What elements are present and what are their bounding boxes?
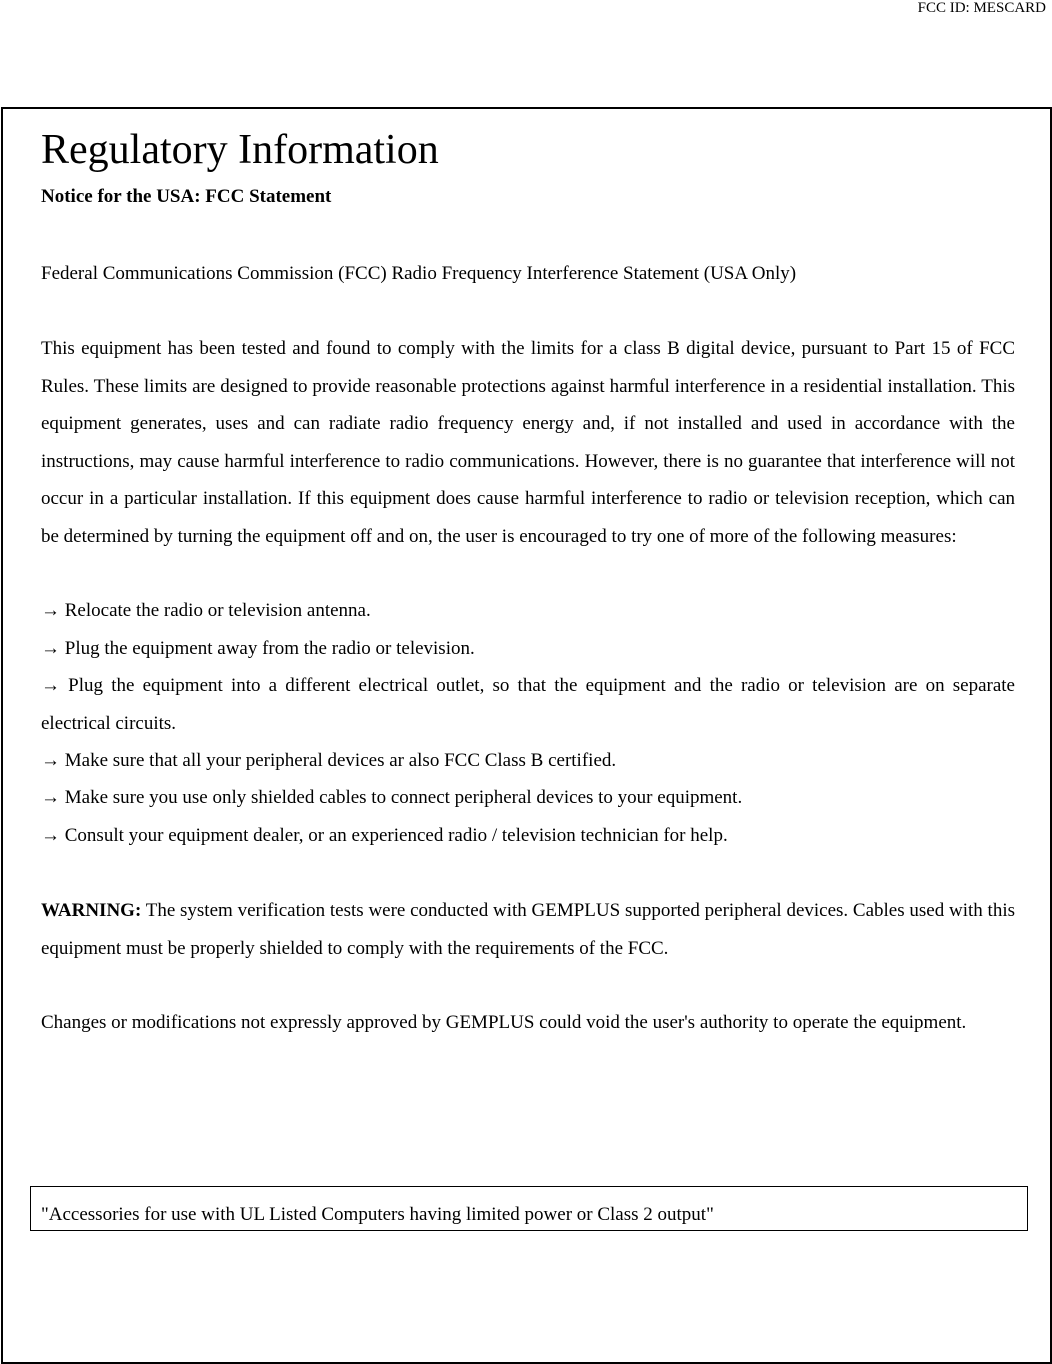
measure-item <box>41 667 1015 742</box>
arrow-icon: → <box>41 638 60 659</box>
measure-text: Relocate the radio or television antenna. <box>64 600 371 621</box>
measure-text: Make sure that all your peripheral devices ar also FCC Class B certified. <box>64 750 617 771</box>
section-subtitle: Notice for the USA: FCC Statement <box>41 186 332 207</box>
arrow-icon: → <box>41 825 60 846</box>
arrow-icon: → <box>41 787 60 808</box>
warning-paragraph <box>41 892 1015 967</box>
measure-text: Make sure you use only shielded cables to connect peripheral devices to your equipment. <box>64 787 743 808</box>
measure-text: Consult your equipment dealer, or an experienced radio / television technician for help. <box>64 825 728 846</box>
measure-item <box>41 592 1015 630</box>
warning-text: The system verification tests were conducted with GEMPLUS supported peripheral devices. Cables used with this equipment must be properly shielded to comply with the requirements of the FCC. <box>41 900 1015 959</box>
changes-paragraph: Changes or modifications not expressly approved by GEMPLUS could void the user's authority to operate the equipment. <box>41 1012 967 1033</box>
measure-text: Plug the equipment away from the radio or television. <box>64 638 475 659</box>
measure-item <box>41 742 1015 780</box>
arrow-icon: → <box>41 600 60 621</box>
fcc-id-label: FCC ID: MESCARD <box>917 0 1046 16</box>
warning-label: WARNING: <box>41 900 142 921</box>
measure-item <box>41 779 1015 817</box>
page-title: Regulatory Information <box>41 127 439 173</box>
statement-heading: Federal Communications Commission (FCC) Radio Frequency Interference Statement (USA Only) <box>41 263 797 284</box>
measure-item <box>41 630 1015 668</box>
accessories-note: "Accessories for use with UL Listed Computers having limited power or Class 2 output" <box>41 1204 714 1225</box>
arrow-icon: → <box>41 750 60 771</box>
accessories-box <box>30 1186 1028 1231</box>
body-paragraph: This equipment has been tested and found to comply with the limits for a class B digital device, pursuant to Part 15 of FCC Rules. These limits are designed to provide reasonable protections against harmful interference in a residential installation. This equipment generates, uses and can radiate radio frequency energy and, if not installed and used in accordance with the instructions, may cause harmful interference to radio communications. However, there is no guarantee that interference will not occur in a particular installation. If this equipment does cause harmful interference to radio or television reception, which can be determined by turning the equipment off and on, the user is encouraged to try one of more of the following measures: <box>41 338 1015 547</box>
arrow-icon: → <box>41 675 60 696</box>
measure-item <box>41 817 1015 855</box>
measure-text: Plug the equipment into a different electrical outlet, so that the equipment and the radio or television are on separate electrical circuits. <box>41 675 1015 734</box>
